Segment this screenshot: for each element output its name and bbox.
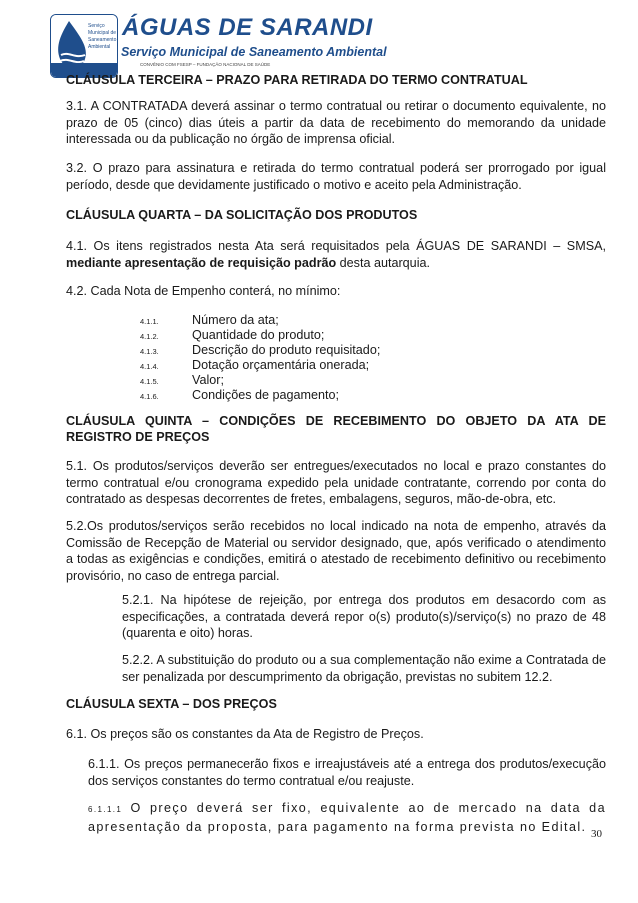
clause-5-paragraph-4: 5.2.2. A substituição do produto ou a sua complementação não exime a Contratada de ser penalizada por descumprimento da obrigação, previstas no subitem 12.2. [122,653,606,684]
clause-6-paragraph-3 [88,800,606,835]
svg-text:Saneamento: Saneamento [88,37,117,43]
brand-subtitle: Serviço Municipal de Saneamento Ambiental [121,45,387,59]
svg-text:Serviço: Serviço [88,23,105,29]
clause-5-title-line-2: REGISTRO DE PREÇOS [66,430,210,444]
clause-5-paragraph-3: 5.2.1. Na hipótese de rejeição, por entrega dos produtos em desacordo com as especificações, a contratada deverá repor o(s) produto(s)/serviço(s) no prazo de 48 (quarenta e oito) horas. [122,593,606,640]
clause-4-p1-end: desta autarquia. [336,255,430,270]
list-item: 4.1.2. Quantidade do produto; [140,328,325,342]
water-drop-logo-icon [51,15,117,77]
clause-4-title: CLÁUSULA QUARTA – DA SOLICITAÇÃO DOS PRODUTOS [66,208,418,222]
brand-tagline: CONVÊNIO COM FSESP – FUNDAÇÃO NACIONAL DE SAÚDE [140,62,271,67]
clause-6-title: CLÁUSULA SEXTA – DOS PREÇOS [66,697,277,711]
clause-5-paragraph-1: 5.1. Os produtos/serviços deverão ser entregues/executados no local e prazo constantes do termo contratual e/ou cronograma expedido pela unidade contratante, correndo por conta do contratado as despesas decorrentes de fretes, embalagens, seguros, mão-de-obra, etc. [66,459,606,506]
clause-6-paragraph-1: 6.1. Os preços são os constantes da Ata de Registro de Preços. [66,727,424,741]
list-item: 4.1.6. Condições de pagamento; [140,388,340,402]
list-item: 4.1.3. Descrição do produto requisitado; [140,343,381,357]
clause-6-p3-text: O preço deverá ser fixo, equivalente ao de mercado na data da apresentação da proposta, para pagamento na forma prevista no Edital. [88,801,606,834]
page-number: 30 [591,828,602,840]
list-item: 4.1.1. Número da ata; [140,313,279,327]
clause-3-paragraph-2: 3.2. O prazo para assinatura e retirada do termo contratual poderá ser prorrogado por igual período, desde que devidamente justificado o motivo e aceito pela Administração. [66,161,606,192]
svg-text:Ambiental: Ambiental [88,44,111,50]
list-item: 4.1.4. Dotação orçamentária onerada; [140,358,370,372]
clause-5-paragraph-2: 5.2.Os produtos/serviços serão recebidos no local indicado na nota de empenho, através da Comissão de Recepção de Material ou servidor designado, que, após verificado o atendimento a todas as exigências e condições, emitirá o atestado de recebimento definitivo ou recebimento provisório, no caso de entrega parcial. [66,519,606,583]
clause-5-title-line-1: CLÁUSULA QUINTA – CONDIÇÕES DE RECEBIMENTO DO OBJETO DA ATA DE [66,414,606,428]
clause-4-paragraph-1 [66,238,606,271]
svg-text:Municipal de: Municipal de [88,30,117,36]
clause-4-paragraph-2: 4.2. Cada Nota de Empenho conterá, no mínimo: [66,284,341,298]
clause-4-p1-text: 4.1. Os itens registrados nesta Ata será requisitados pela ÁGUAS DE SARANDI – SMSA, [66,239,606,253]
clause-6-paragraph-2: 6.1.1. Os preços permanecerão fixos e irreajustáveis até a entrega dos produtos/execução dos serviços constantes do termo contratual e/ou reajuste. [88,757,606,788]
list-item: 4.1.5. Valor; [140,373,224,387]
clause-6-p3-number: 6.1.1.1 [88,805,123,814]
clause-3-paragraph-1: 3.1. A CONTRATADA deverá assinar o termo contratual ou retirar o documento equivalente, no prazo de 05 (cinco) dias úteis a partir da data de recebimento do memorando da unidade interessada ou da publicação no órgão de imprensa oficial. [66,99,606,146]
logo [50,14,118,78]
clause-4-p1-bold: mediante apresentação de requisição padrão [66,255,337,270]
brand-title: ÁGUAS DE SARANDI [122,14,373,41]
clause-3-title: CLÁUSULA TERCEIRA – PRAZO PARA RETIRADA DO TERMO CONTRATUAL [66,73,528,87]
